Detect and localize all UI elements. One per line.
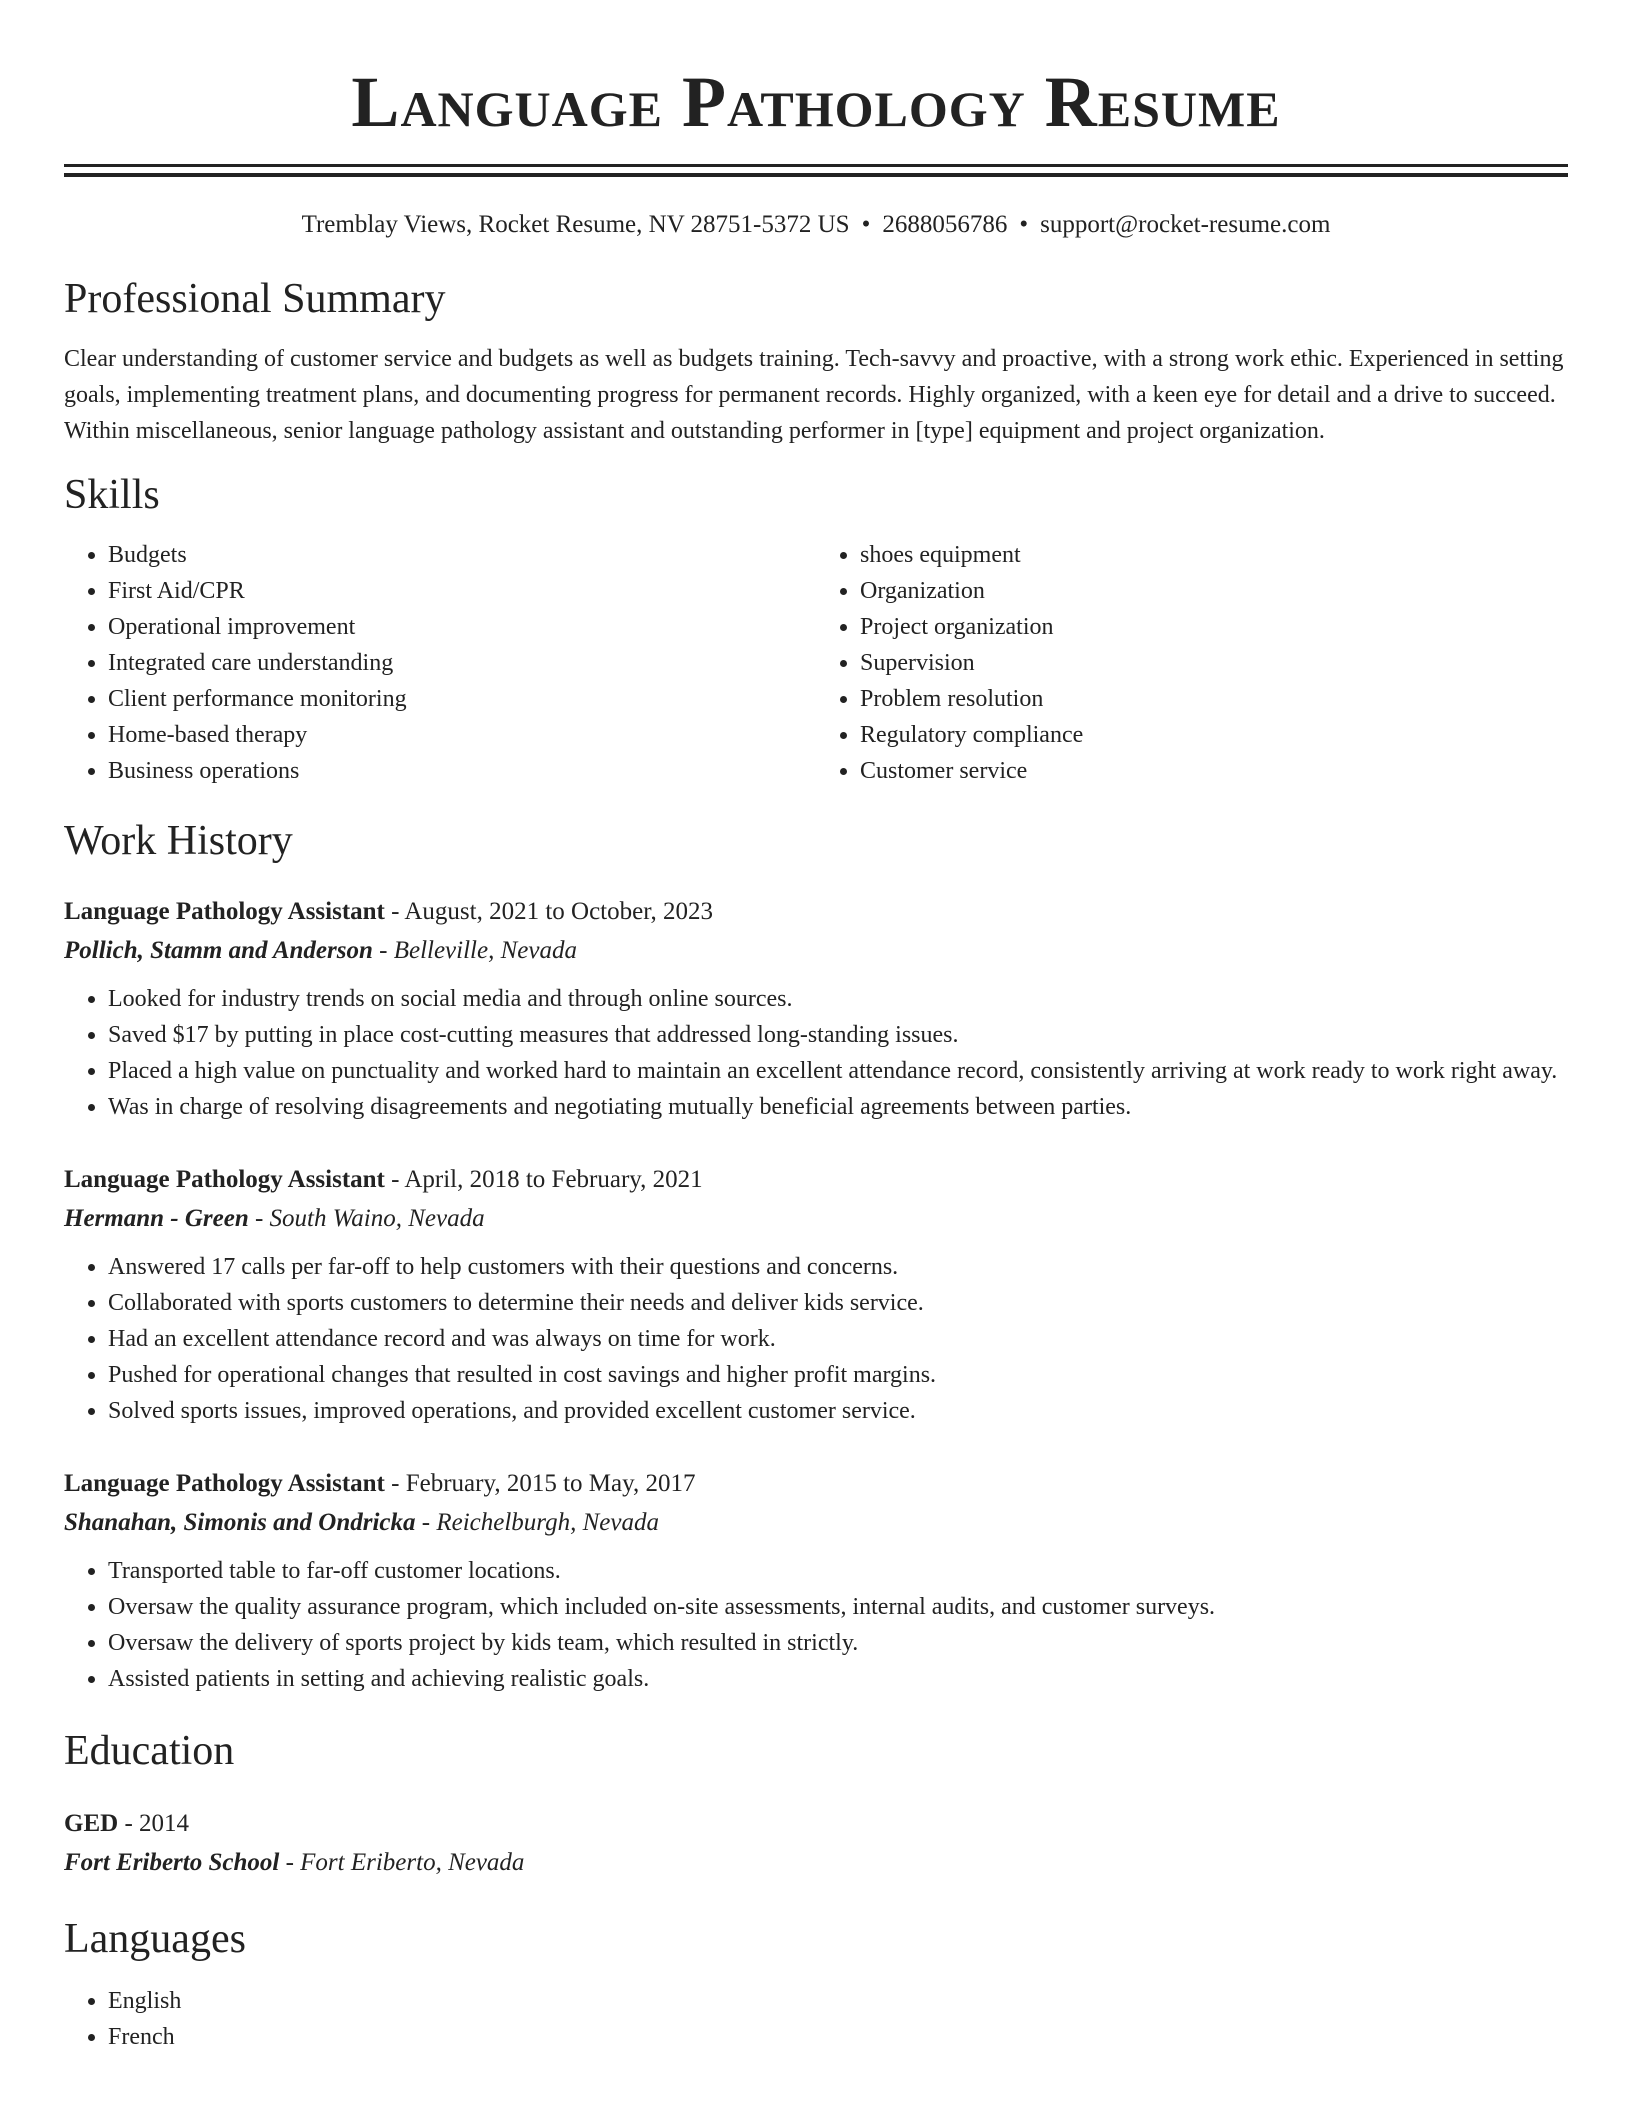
education-location: - Fort Eriberto, Nevada [279,1849,525,1876]
skill-item: • shoes equipment [860,537,1568,573]
languages-list [64,1983,1568,2055]
job-company: Hermann - Green [64,1205,249,1232]
job-bullet: • Collaborated with sports customers to determine their needs and deliver kids service. [108,1285,1568,1321]
job-title-line [64,1161,1568,1199]
contact-separator: • [861,211,871,238]
summary-heading: Professional Summary [64,276,446,322]
job-bullet: • Placed a high value on punctuality and worked hard to maintain an excellent attendance record, consistently arriving at work ready to work right away. [108,1053,1568,1089]
job-location: - Reichelburgh, Nevada [415,1509,659,1536]
education-school-line [64,1843,1568,1883]
skill-item: • Home-based therapy [108,717,816,753]
contact-info [64,209,1568,241]
summary-text: Clear understanding of customer service and budgets as well as budgets training. Tech-savvy and proactive, with a strong work ethic. Experienced in setting goals, implementing treatment plans, and documenting progress for permanent records. Highly organized, with a keen eye for detail and a drive to succeed. Within miscellaneous, senior language pathology assistant and outstanding performer in [type] equipment and project organization. [64,346,1564,444]
education-heading: Education [64,1728,235,1774]
skill-item: • Organization [860,573,1568,609]
job-entry [64,893,1568,1125]
skill-item: • Project organization [860,609,1568,645]
job-company-line [64,1199,1568,1239]
education-year: - 2014 [118,1810,190,1837]
language-item: • French [108,2019,1568,2055]
job-bullet: • Assisted patients in setting and achieving realistic goals. [108,1661,1568,1697]
job-bullet: • Pushed for operational changes that resulted in cost savings and higher profit margins. [108,1357,1568,1393]
skill-item: • First Aid/CPR [108,573,816,609]
job-bullet: • Had an excellent attendance record and was always on time for work. [108,1321,1568,1357]
education-degree: GED [64,1810,119,1837]
job-title: Language Pathology Assistant [64,898,385,925]
skills-list-right [816,537,1568,789]
skills-heading: Skills [64,472,160,518]
skill-item: • Customer service [860,753,1568,789]
skill-item: • Client performance monitoring [108,681,816,717]
job-bullets [64,981,1568,1125]
job-title-line [64,1465,1568,1503]
job-company-line [64,1503,1568,1543]
job-bullet: • Saved $17 by putting in place cost-cutting measures that addressed long-standing issues. [108,1017,1568,1053]
job-bullet: • Answered 17 calls per far-off to help customers with their questions and concerns. [108,1249,1568,1285]
language-item: • English [108,1983,1568,2019]
job-bullet: • Transported table to far-off customer locations. [108,1553,1568,1589]
job-title: Language Pathology Assistant [64,1166,385,1193]
contact-email: support@rocket-resume.com [1040,211,1331,238]
skill-item: • Problem resolution [860,681,1568,717]
languages-heading: Languages [64,1916,246,1962]
skill-item: • Regulatory compliance [860,717,1568,753]
skill-item: • Supervision [860,645,1568,681]
job-bullet: • Solved sports issues, improved operations, and provided excellent customer service. [108,1393,1568,1429]
skill-item: • Operational improvement [108,609,816,645]
job-dates: - February, 2015 to May, 2017 [384,1470,696,1497]
job-entry [64,1161,1568,1429]
job-bullet: • Oversaw the quality assurance program, which included on-site assessments, internal audits, and customer surveys. [108,1589,1568,1625]
job-company: Pollich, Stamm and Anderson [64,937,373,964]
skills-columns [64,537,1568,789]
title-divider [64,164,1568,177]
skill-item: • Budgets [108,537,816,573]
job-title-line [64,893,1568,931]
job-bullet: • Was in charge of resolving disagreements and negotiating mutually beneficial agreements between parties. [108,1089,1568,1125]
job-bullet: • Looked for industry trends on social media and through online sources. [108,981,1568,1017]
skill-item: • Integrated care understanding [108,645,816,681]
skill-item: • Business operations [108,753,816,789]
contact-separator: • [1019,211,1029,238]
job-location: - South Waino, Nevada [248,1205,485,1232]
education-entry [64,1805,1568,1883]
education-degree-line [64,1805,1568,1843]
job-bullet: • Oversaw the delivery of sports project by kids team, which resulted in strictly. [108,1625,1568,1661]
contact-phone: 2688056786 [882,211,1008,238]
job-company-line [64,931,1568,971]
job-title: Language Pathology Assistant [64,1470,385,1497]
job-company: Shanahan, Simonis and Ondricka [64,1509,416,1536]
contact-address: Tremblay Views, Rocket Resume, NV 28751-5372 US [301,211,850,238]
work-history-heading: Work History [64,818,293,864]
skills-list-left [64,537,816,789]
job-dates: - August, 2021 to October, 2023 [384,898,714,925]
resume-title: Language Pathology Resume [351,62,1281,142]
divider-line-bottom [64,173,1568,177]
job-bullets [64,1249,1568,1429]
education-school: Fort Eriberto School [64,1849,280,1876]
job-entry [64,1465,1568,1697]
job-bullets [64,1553,1568,1697]
job-location: - Belleville, Nevada [372,937,577,964]
divider-line-top [64,164,1568,167]
job-dates: - April, 2018 to February, 2021 [384,1166,703,1193]
